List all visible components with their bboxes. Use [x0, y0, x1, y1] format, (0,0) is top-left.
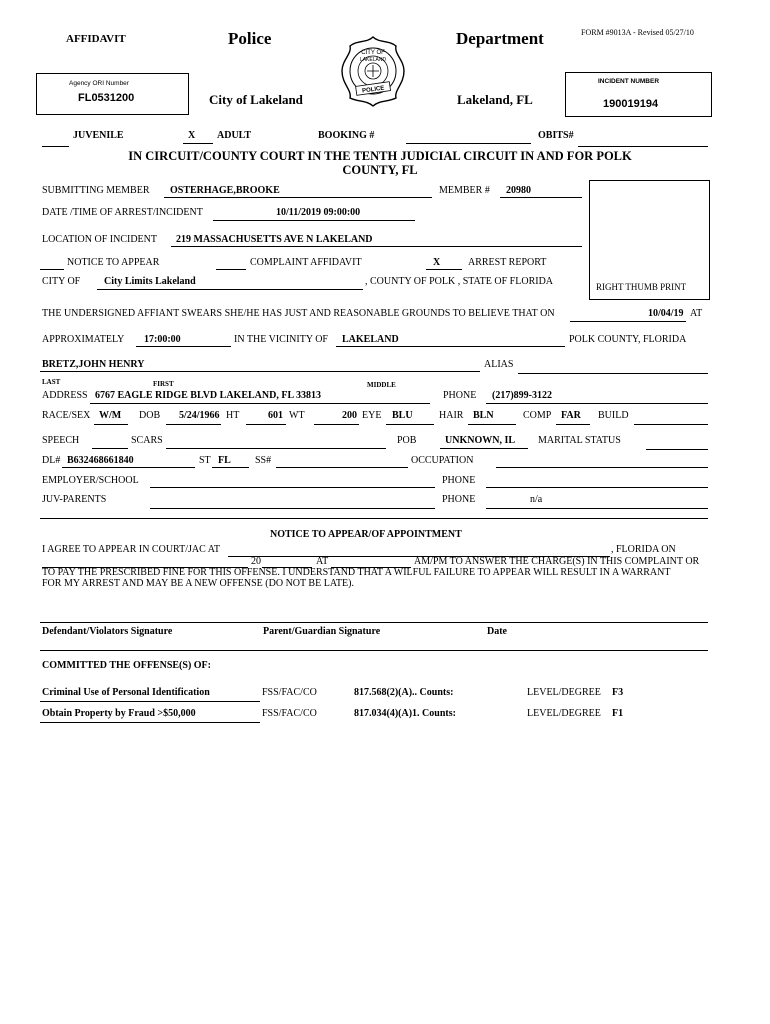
complexion-value: FAR [561, 410, 581, 421]
agency-ori-value: FL0531200 [78, 92, 135, 104]
notice-agree-text: I AGREE TO APPEAR IN COURT/JAC AT [42, 544, 220, 555]
height-value: 601 [268, 410, 283, 421]
complexion-label: COMP [523, 410, 552, 421]
ssn-label: SS# [255, 455, 272, 466]
location-label: LOCATION OF INCIDENT [42, 234, 157, 245]
city-of-value: City Limits Lakeland [104, 276, 196, 287]
submitting-member-label: SUBMITTING MEMBER [42, 185, 150, 196]
address-line [90, 403, 430, 404]
notice-line3: TO PAY THE PRESCRIBED FINE FOR THIS OFFENSE. I UNDERSTAND THAT A WILFUL FAILURE TO APPEAR WILL RESULT IN A WARRANT [42, 567, 671, 578]
weight-line [314, 424, 359, 425]
juvenile-label: JUVENILE [73, 130, 124, 141]
offense-2-code-label: FSS/FAC/CO [262, 708, 317, 719]
incident-number-label: INCIDENT NUMBER [598, 78, 660, 85]
signature-date-label: Date [487, 626, 507, 637]
juv-phone-label: PHONE [442, 494, 476, 505]
weight-value: 200 [342, 410, 357, 421]
affiant-date: 10/04/19 [648, 308, 684, 319]
offense-2-level-label: LEVEL/DEGREE [527, 708, 601, 719]
parent-signature-label: Parent/Guardian Signature [263, 626, 381, 637]
hair-line [468, 424, 516, 425]
build-line [634, 424, 708, 425]
alias-label: ALIAS [484, 359, 514, 370]
arrest-report-label: ARREST REPORT [468, 257, 547, 268]
offense-2-statute: 817.034(4)(A)1. Counts: [354, 708, 456, 719]
state-label: ST [199, 455, 211, 466]
occupation-label: OCCUPATION [411, 455, 474, 466]
datetime-value: 10/11/2019 09:00:00 [276, 207, 361, 218]
scars-line [166, 448, 386, 449]
height-label: HT [226, 410, 240, 421]
weight-label: WT [289, 410, 305, 421]
height-line [246, 424, 286, 425]
notice-twenty: 20 [251, 556, 261, 567]
defendant-name-line [40, 371, 480, 372]
race-sex-label: RACE/SEX [42, 410, 91, 421]
hair-value: BLN [473, 410, 494, 421]
approximately-label: APPROXIMATELY [42, 334, 125, 345]
badge-mid-text: LAKELAND [359, 57, 387, 63]
dob-value: 5/24/1966 [179, 410, 220, 421]
scars-label: SCARS [131, 435, 163, 446]
offense-2-name: Obtain Property by Fraud >$50,000 [42, 708, 196, 719]
city-state: Lakeland, FL [457, 92, 533, 107]
member-number-line [500, 197, 582, 198]
alias-line [518, 373, 708, 374]
notice-blank [40, 269, 64, 270]
agency-ori-label: Agency ORI Number [69, 80, 129, 87]
eye-value: BLU [392, 410, 413, 421]
dob-line [166, 424, 221, 425]
vicinity-label: IN THE VICINITY OF [234, 334, 328, 345]
eye-line [386, 424, 434, 425]
eye-label: EYE [362, 410, 382, 421]
dl-value: B632468661840 [67, 455, 134, 466]
complexion-line [556, 424, 590, 425]
offense-1-statute: 817.568(2)(A).. Counts: [354, 687, 454, 698]
defendant-name: BRETZ,JOHN HENRY [42, 359, 145, 370]
member-number-value: 20980 [506, 185, 531, 196]
adult-label: ADULT [217, 130, 252, 141]
state-line [212, 467, 249, 468]
obits-blank [578, 146, 708, 147]
vicinity-line [336, 346, 565, 347]
offenses-title: COMMITTED THE OFFENSE(S) OF: [42, 660, 211, 671]
badge-bottom-text: POLICE [361, 85, 385, 95]
thumb-print-label: RIGHT THUMB PRINT [596, 282, 687, 292]
arrest-blank [426, 269, 462, 270]
signature-bottom-line [40, 650, 708, 651]
defendant-signature-label: Defendant/Violators Signature [42, 626, 173, 637]
affiant-statement: THE UNDERSIGNED AFFIANT SWEARS SHE/HE HAS JUST AND REASONABLE GROUNDS TO BELIEVE THAT ON [42, 308, 555, 319]
last-name-label: LAST [42, 378, 61, 386]
submitting-member-line [164, 197, 432, 198]
employer-phone-label: PHONE [442, 475, 476, 486]
offense-1-line [40, 701, 260, 702]
hair-label: HAIR [439, 410, 464, 421]
court-title-line1: IN CIRCUIT/COUNTY COURT IN THE TENTH JUDICIAL CIRCUIT IN AND FOR POLK [128, 149, 632, 163]
obits-label: OBITS# [538, 130, 574, 141]
employer-school-label: EMPLOYER/SCHOOL [42, 475, 139, 486]
speech-label: SPEECH [42, 435, 80, 446]
vicinity-value: LAKELAND [342, 334, 399, 345]
form-number: FORM #9013A - Revised 05/27/10 [581, 28, 694, 37]
first-name-label: FIRST [153, 380, 174, 388]
court-title-line2: COUNTY, FL [342, 163, 418, 177]
polk-county-text: POLK COUNTY, FLORIDA [569, 334, 687, 345]
section-divider [40, 518, 708, 519]
location-value: 219 MASSACHUSETTS AVE N LAKELAND [176, 234, 373, 245]
build-label: BUILD [598, 410, 629, 421]
race-sex-value: W/M [99, 410, 122, 421]
complaint-affidavit-label: COMPLAINT AFFIDAVIT [250, 257, 362, 268]
approximately-time: 17:00:00 [144, 334, 181, 345]
booking-label: BOOKING # [318, 130, 375, 141]
marital-status-label: MARITAL STATUS [538, 435, 621, 446]
offense-1-code-label: FSS/FAC/CO [262, 687, 317, 698]
adult-mark: X [188, 130, 196, 141]
address-value: 6767 EAGLE RIDGE BLVD LAKELAND, FL 33813 [95, 390, 322, 401]
police-title: Police [228, 29, 272, 48]
pob-value: UNKNOWN, IL [445, 435, 516, 446]
offense-2-level: F1 [612, 708, 624, 719]
offense-1-name: Criminal Use of Personal Identification [42, 687, 210, 698]
juv-phone-line [486, 508, 708, 509]
city-name: City of Lakeland [209, 92, 303, 107]
booking-blank [406, 143, 531, 144]
arrest-report-mark: X [433, 257, 441, 268]
notice-at: AT [316, 556, 329, 567]
county-state-text: , COUNTY OF POLK , STATE OF FLORIDA [365, 276, 554, 287]
employer-line [150, 487, 435, 488]
dl-label: DL# [42, 455, 61, 466]
pob-line [440, 448, 528, 449]
juv-phone-value: n/a [530, 494, 543, 505]
approximately-line [136, 346, 231, 347]
ssn-line [276, 467, 408, 468]
datetime-line [213, 220, 415, 221]
juv-parents-line [150, 508, 435, 509]
phone-value: (217)899-3122 [492, 390, 552, 401]
badge-top-text: CITY OF [361, 50, 385, 56]
offense-1-level-label: LEVEL/DEGREE [527, 687, 601, 698]
police-badge-logo [336, 34, 410, 108]
notice-florida-on: , FLORIDA ON [611, 544, 676, 555]
notice-to-appear-label: NOTICE TO APPEAR [67, 257, 160, 268]
notice-title: NOTICE TO APPEAR/OF APPOINTMENT [270, 529, 462, 540]
notice-ampm-text: AM/PM TO ANSWER THE CHARGE(S) IN THIS COMPLAINT OR [414, 556, 700, 567]
offense-1-level: F3 [612, 687, 624, 698]
datetime-label: DATE /TIME OF ARREST/INCIDENT [42, 207, 203, 218]
incident-number-value: 190019194 [603, 98, 659, 110]
phone-label: PHONE [443, 390, 477, 401]
state-value: FL [218, 455, 231, 466]
marital-status-line [646, 449, 708, 450]
affiant-date-line [570, 321, 686, 322]
city-of-line [97, 289, 363, 290]
adult-blank [183, 143, 213, 144]
location-line [171, 246, 582, 247]
speech-line [92, 448, 128, 449]
pob-label: POB [397, 435, 417, 446]
occupation-line [496, 467, 708, 468]
juvenile-blank [42, 146, 69, 147]
notice-line4: FOR MY ARREST AND MAY BE A NEW OFFENSE (DO NOT BE LATE). [42, 578, 354, 589]
juv-parents-label: JUV-PARENTS [42, 494, 107, 505]
city-of-label: CITY OF [42, 276, 81, 287]
member-number-label: MEMBER # [439, 185, 490, 196]
complaint-blank [216, 269, 246, 270]
signature-top-line [40, 622, 708, 623]
middle-name-label: MIDDLE [367, 381, 396, 389]
affidavit-label: AFFIDAVIT [66, 33, 126, 45]
department-title: Department [456, 29, 544, 48]
submitting-member-name: OSTERHAGE,BROOKE [170, 185, 280, 196]
address-label: ADDRESS [42, 390, 88, 401]
offense-2-line [40, 722, 260, 723]
employer-phone-line [486, 487, 708, 488]
phone-line [486, 403, 708, 404]
dob-label: DOB [139, 410, 161, 421]
dl-line [62, 467, 195, 468]
affiant-at: AT [690, 308, 703, 319]
race-sex-line [94, 424, 128, 425]
